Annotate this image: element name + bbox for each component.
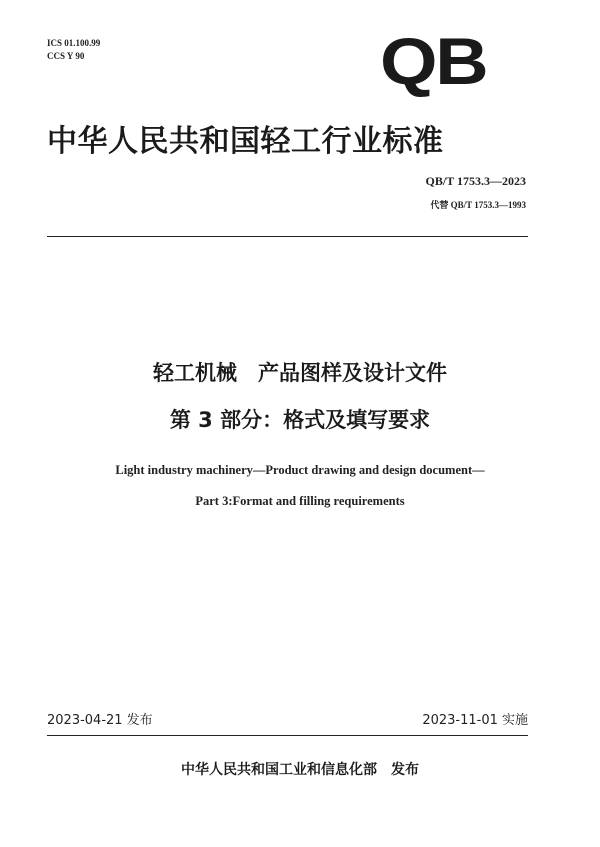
issue-date: 2023-04-21 发布 — [47, 713, 153, 728]
english-title-line-1: Light industry machinery—Product drawing and design document— — [115, 463, 485, 477]
document-title-line-1: 轻工机械 产品图样及设计文件 — [153, 361, 447, 385]
document-title-line-2: 第 3 部分：格式及填写要求 — [169, 408, 431, 432]
qb-logo: QB — [380, 24, 487, 98]
top-divider — [47, 236, 528, 237]
issuing-authority: 中华人民共和国工业和信息化部 发布 — [181, 762, 419, 778]
classification-codes — [47, 37, 100, 63]
ics-code: ICS 01.100.99 — [47, 38, 101, 48]
replaces-standard: 代替 QB/T 1753.3—1993 — [430, 200, 526, 210]
english-title-line-2: Part 3:Format and filling requirements — [195, 494, 405, 508]
bottom-divider — [47, 735, 528, 736]
standard-number: QB/T 1753.3—2023 — [425, 174, 526, 188]
standard-title: 中华人民共和国轻工行业标准 — [47, 124, 444, 159]
ccs-code: CCS Y 90 — [47, 51, 85, 61]
implementation-date: 2023-11-01 实施 — [422, 713, 528, 728]
